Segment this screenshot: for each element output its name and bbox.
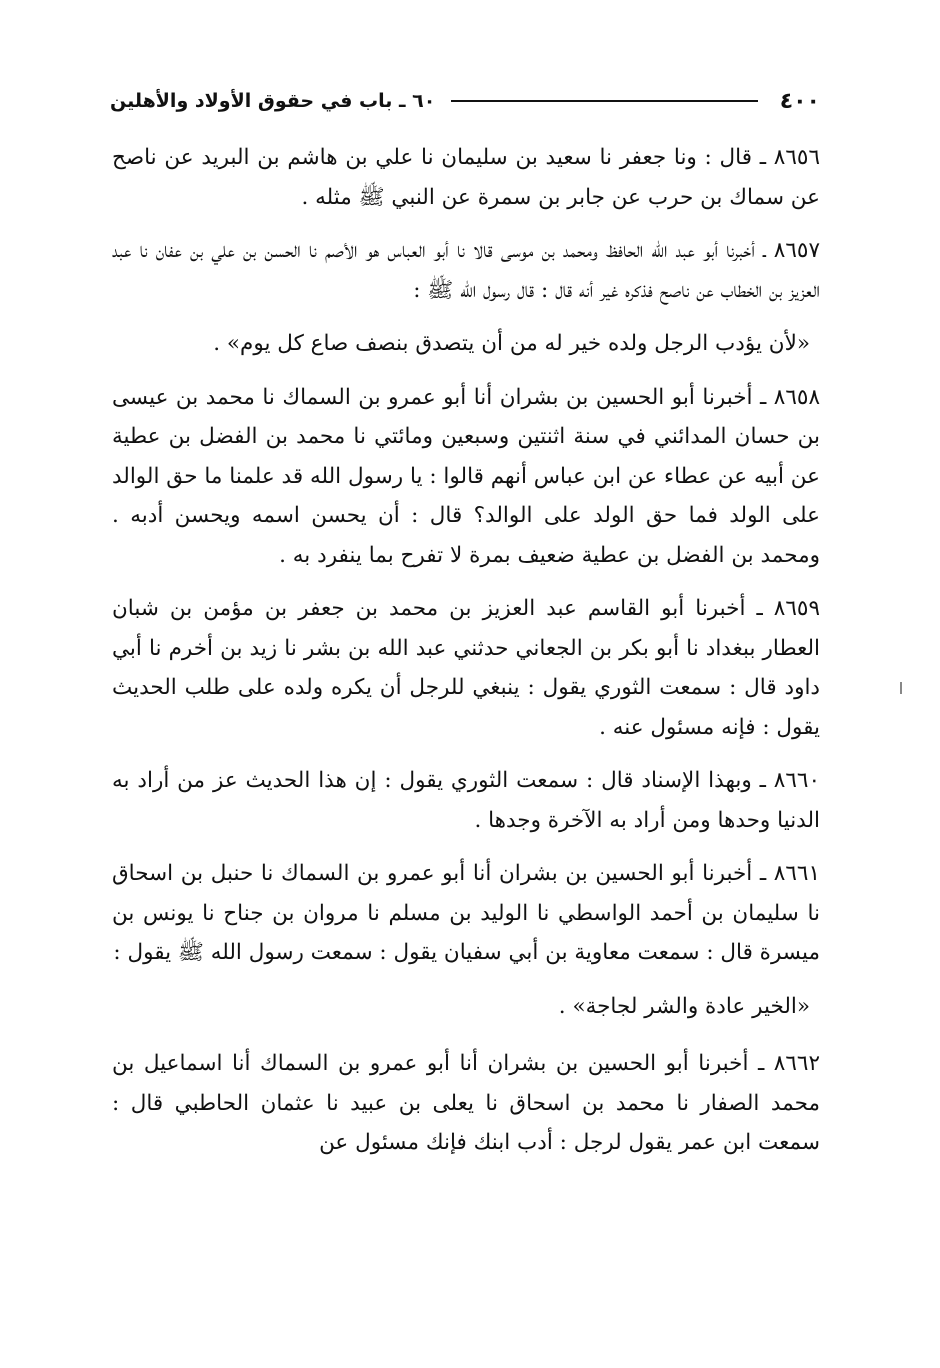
body-text <box>112 138 820 1177</box>
margin-mark <box>900 682 902 694</box>
hadith-8659: ٨٦٥٩ ـ أخبرنا أبو القاسم عبد العزيز بن محمد بن جعفر بن مؤمن بن شبان العطار ببغداد نا أبو بكر بن الجعاني حدثني عبد الله بن بشر نا زيد بن أخرم نا أبي داود قال : سمعت الثوري يقول : ينبغي للرجل أن يكره ولده على طلب الحديث يقول : فإنه مسئول عنه . <box>112 596 820 740</box>
chapter-title: ٦٠ ـ باب في حقوق الأولاد والأهلين <box>110 90 436 112</box>
running-header <box>110 84 820 118</box>
hadith-8661: ٨٦٦١ ـ أخبرنا أبو الحسين بن بشران أنا أبو عمرو بن السماك نا حنبل بن اسحاق نا سليمان بن أحمد الواسطي نا الوليد بن مسلم نا مروان بن جناح نا يونس بن ميسرة قال : سمعت معاوية بن أبي سفيان يقول : سمعت رسول الله ﷺ يقول : <box>112 861 820 965</box>
hadith-8661-quote: «الخير عادة والشر لجاجة» . <box>558 993 810 1019</box>
hadith-8658: ٨٦٥٨ ـ أخبرنا أبو الحسين بن بشران أنا أبو عمرو بن السماك نا محمد بن عيسى بن حسان المدائني في سنة اثنتين وسبعين ومائتي نا محمد بن الفضل بن عطية عن أبيه عن عطاء عن ابن عباس أنهم قالوا : يا رسول الله قد علمنا ما حق الوالد على الولد فما حق الولد على الوالد؟ قال : أن يحسن اسمه ويحسن أدبه . ومحمد بن الفضل بن عطية ضعيف بمرة لا تفرح بما ينفرد به . <box>112 384 820 568</box>
hadith-8662: ٨٦٦٢ ـ أخبرنا أبو الحسين بن بشران أنا أبو عمرو بن السماك أنا اسماعيل بن محمد الصفار نا محمد بن اسحاق نا يعلى بن عبيد نا عثمان الحاطبي قال : سمعت ابن عمر يقول لرجل : أدب ابنك فإنك مسئول عن <box>112 1051 820 1155</box>
hadith-8657-quote: «لأن يؤدب الرجل ولده خير له من أن يتصدق بنصف صاع كل يوم» . <box>213 331 810 356</box>
hadith-8656: ٨٦٥٦ ـ قال : ونا جعفر نا سعيد بن سليمان نا علي بن هاشم بن البريد عن ناصح عن سماك بن حرب عن جابر بن سمرة عن النبي ﷺ مثله . <box>112 145 820 210</box>
hadith-8660: ٨٦٦٠ ـ وبهذا الإسناد قال : سمعت الثوري يقول : إن هذا الحديث عز من أراد به الدنيا وحدها ومن أراد به الآخرة وجدها . <box>112 768 820 833</box>
page-number: ٤٠٠ <box>779 88 820 114</box>
header-rule <box>451 100 757 102</box>
hadith-8657: ٨٦٥٧ ـ أخبرنا أبو عبد الله الحافظ ومحمد بن موسى قالا نا أبو العباس هو الأصم نا الحسن بن علي بن عفان نا عبد العزيز بن الخطاب عن ناصح فذكره غير أنه قال : قال رسول الله ﷺ : <box>112 238 820 303</box>
